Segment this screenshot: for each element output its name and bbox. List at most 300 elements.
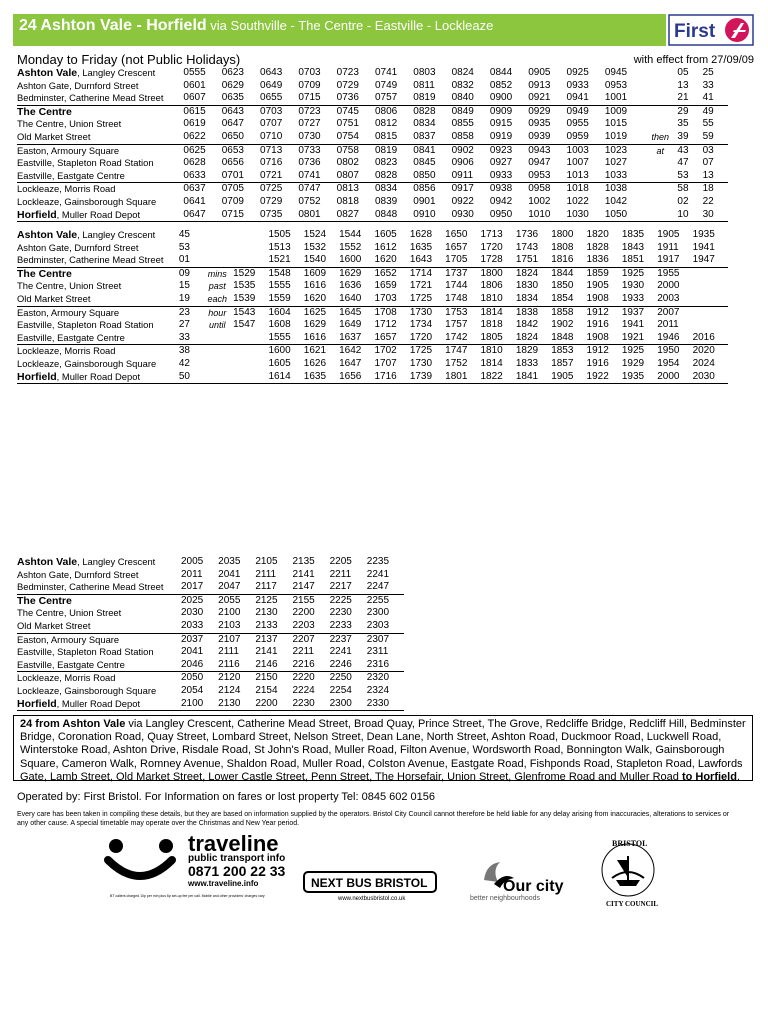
departure-time: 1022 [566,195,589,207]
departure-time: 1609 [304,267,339,280]
departure-time: 1030 [567,209,605,222]
stop-name: The Centre, Union Street [17,607,122,619]
departure-time [693,267,728,280]
departure-time: 1908 [586,331,609,343]
departure-time: 2000 [657,371,692,384]
departure-time: 2047 [218,581,241,593]
departure-time: 1023 [605,144,643,157]
timetable-row [17,685,404,698]
timetable-afternoon [17,229,728,384]
departure-time: 0910 [413,209,451,222]
departure-time: 1002 [528,195,551,207]
departure-time: 0715 [222,209,260,222]
departure-time: 53 [677,169,689,181]
timetable-row [17,659,404,672]
stop-name: Eastville, Stapleton Road Station [17,157,154,169]
departure-time: 1850 [551,280,574,292]
departure-time: 2237 [330,633,367,646]
departure-time: 2141 [292,568,315,580]
departure-time: 43 [677,144,702,157]
departure-time: 0824 [451,67,474,78]
svg-text:BT callers charged 10p per min: BT callers charged 10p per min plus 6p set-up fee per call. Mobile and other providers' charges vary [110,894,265,898]
stop-name: Old Market Street [17,130,91,142]
departure-time: 2124 [218,684,241,696]
departure-time: 53 [178,241,190,253]
departure-time: 1739 [410,371,445,384]
departure-time: 0625 [183,144,221,157]
departure-time: 1608 [268,319,291,331]
stop-name: Lockleaze, Morris Road [17,183,183,196]
departure-time: 2141 [255,646,278,658]
departure-time: 1814 [480,357,503,369]
departure-time: 0749 [374,79,398,91]
departure-time: 47 [677,157,689,169]
departure-time: 49 [703,105,728,118]
departure-time: 1716 [374,371,409,384]
departure-time: 2130 [255,607,278,619]
stop-name: Lockleaze, Gainsborough Square [17,195,157,207]
departure-time: 0736 [336,92,359,104]
stop-name: Ashton Gate, Durnford Street [17,568,139,580]
svg-text:www.traveline.info: www.traveline.info [188,879,259,888]
timetable-row [17,229,728,242]
departure-time: 1015 [604,118,628,130]
departure-time: 0802 [336,157,359,169]
departure-time: 18 [703,183,728,196]
timetable-row [17,332,728,345]
departure-time: 0947 [528,157,551,169]
departure-time: 1050 [605,209,643,222]
departure-time: 0844 [489,67,513,78]
departure-time: 0933 [566,79,589,91]
departure-time: 0832 [451,79,474,91]
departure-time: 1753 [445,306,480,319]
departure-time: 0953 [528,169,551,181]
departure-time: 0858 [451,130,474,142]
departure-time: 0623 [221,67,244,78]
departure-time: 1828 [586,241,609,253]
departure-time: 1725 [409,292,433,304]
departure-time: 1742 [445,331,468,343]
departure-time: 2011 [181,568,203,580]
departure-time: 59 [702,130,714,142]
departure-time: 1824 [515,331,539,343]
departure-time: 1010 [528,209,566,222]
departure-time: 1937 [622,306,657,319]
departure-time: 0919 [489,130,513,142]
departure-time: 1941 [621,319,645,331]
departure-time: 0745 [337,105,375,118]
departure-time: 0900 [489,92,513,104]
departure-time: 1833 [515,357,539,369]
departure-time: 2225 [330,594,367,607]
frequency-note [202,254,234,267]
departure-time: 2320 [367,672,404,685]
departure-time: 2207 [292,633,329,646]
departure-time: 1736 [515,229,539,240]
departure-time: 2111 [255,568,277,580]
frequency-note: at [643,144,677,157]
departure-time: 1800 [481,267,516,280]
departure-time: 50 [179,371,202,384]
frequency-note: mins [202,267,234,280]
departure-time: 0803 [413,67,436,78]
timetable-row [17,118,728,131]
departure-time: 1552 [339,241,362,253]
departure-time: 2035 [218,556,241,567]
frequency-note [643,196,677,209]
departure-time: 1721 [409,280,433,292]
departure-time: 1659 [374,280,397,292]
departure-time: 1001 [604,92,628,104]
frequency-note: past [208,281,226,292]
departure-time: 2125 [255,594,292,607]
departure-time: 1917 [657,254,680,266]
route-number: 24 [19,17,37,34]
departure-time: 0713 [260,144,298,157]
timetable-row [17,556,404,569]
frequency-note [643,118,677,131]
departure-time: 2100 [218,607,241,619]
frequency-note [202,371,234,384]
departure-time: 1543 [233,306,268,319]
stop-name: Lockleaze, Morris Road [17,345,179,358]
departure-time: 0823 [374,157,398,169]
stop-name: The Centre [17,267,179,280]
departure-time: 1604 [268,306,303,319]
timetable-row [17,196,728,209]
departure-time: 0622 [183,130,206,142]
departure-time: 1814 [481,306,516,319]
timetable-row [17,209,728,222]
departure-time: 2025 [181,594,218,607]
frequency-note [643,105,677,118]
departure-time: 1628 [409,229,433,240]
departure-time: 1033 [604,169,628,181]
departure-time: 1848 [551,331,574,343]
frequency-note [202,358,234,371]
timetable-row [17,170,728,183]
departure-time: 2117 [255,581,277,593]
departure-time: 2100 [181,698,218,711]
departure-time: 2111 [218,646,239,658]
departure-time: 0705 [222,183,260,196]
stop-name: Eastville, Eastgate Centre [17,331,125,343]
departure-time: 1810 [481,345,516,358]
effective-date: with effect from 27/09/09 [633,54,754,66]
departure-time: 0806 [375,105,413,118]
departure-time: 1705 [445,254,468,266]
disclaimer: Every care has been taken in compiling these details, but they are based on information supplied by the operators. Bristol City Council cannot therefore be held liable for any delay arising from inaccuracies, alterations to services or any other cause. A special timetable may operate over the Christmas and New Year period. [17,811,730,827]
departure-time: 1027 [604,157,628,169]
departure-time: 1734 [409,319,433,331]
departure-time: 0647 [221,118,244,130]
departure-time: 1620 [303,292,327,304]
departure-time: 2105 [255,556,278,567]
departure-time: 0922 [451,195,474,207]
departure-time: 1712 [374,319,397,331]
departure-time: 2137 [255,633,292,646]
timetable-row [17,581,404,594]
departure-time: 0721 [260,169,283,181]
departure-time: 2303 [366,619,390,631]
stop-name: The Centre [17,105,183,118]
departure-time: 2246 [329,658,352,670]
stop-name: Ashton Gate, Durnford Street [17,79,139,91]
departure-time: 1810 [480,292,503,304]
departure-time: 1038 [605,183,643,196]
departure-time: 2016 [692,331,715,343]
departure-time: 0915 [489,118,513,130]
departure-time: 1540 [303,254,327,266]
departure-time: 0939 [528,130,551,142]
departure-time: 1657 [445,241,468,253]
departure-time: 0730 [298,130,321,142]
departure-time [233,371,268,384]
departure-time: 1838 [516,306,551,319]
departure-time: 2133 [255,619,278,631]
departure-time: 1548 [268,267,303,280]
departure-time: 1505 [268,229,291,240]
departure-time: 2024 [692,357,715,369]
departure-time: 0905 [528,67,551,78]
svg-text:NEXT BUS BRISTOL: NEXT BUS BRISTOL [311,876,428,890]
svg-text:BRISTOL: BRISTOL [612,839,648,848]
departure-time: 1649 [339,319,362,331]
departure-time: 0902 [452,144,490,157]
departure-time: 0735 [260,209,298,222]
departure-time: 0601 [183,79,206,91]
departure-time: 29 [677,105,702,118]
departure-time: 0757 [374,92,398,104]
stop-name: Lockleaze, Gainsborough Square [17,684,157,696]
departure-time: 1702 [374,345,409,358]
departure-time: 0729 [260,195,283,207]
svg-text:Our city: Our city [503,878,564,895]
departure-time: 0856 [413,183,451,196]
departure-time: 0727 [298,118,321,130]
departure-time: 1921 [621,331,645,343]
departure-time: 2020 [693,345,728,358]
frequency-note [202,332,234,345]
departure-time: 1748 [445,292,468,304]
departure-time: 2203 [292,619,315,631]
operator-info: Operated by: First Bristol. For Information on fares or lost property Tel: 0845 602 0156 [17,791,436,803]
departure-time: 2307 [367,633,404,646]
departure-time: 1629 [303,319,327,331]
departure-time: 0723 [298,105,336,118]
departure-time: 1751 [515,254,539,266]
departure-time: 1544 [339,229,362,240]
departure-time: 0815 [374,130,398,142]
departure-time: 1905 [586,280,609,292]
departure-time: 33 [178,331,190,343]
departure-time: 0845 [413,157,436,169]
departure-time: 35 [677,118,689,130]
departure-time: 0710 [260,130,283,142]
timetable-row [17,280,728,293]
departure-time: 1635 [409,241,433,253]
departure-time: 0715 [298,92,321,104]
departure-time: 0839 [374,195,398,207]
route-header-bar [13,14,666,46]
svg-text:0871 200 22 33: 0871 200 22 33 [188,863,286,879]
departure-time: 0909 [490,105,528,118]
departure-time: 2147 [292,581,315,593]
timetable-row [17,646,404,659]
nextbus-bristol-logo [304,872,436,902]
departure-time: 1547 [233,319,256,331]
stop-name: Old Market Street [17,292,91,304]
departure-time: 0852 [489,79,513,91]
departure-time: 1013 [566,169,589,181]
departure-time: 0942 [489,195,513,207]
departure-time: 1555 [268,280,291,292]
departure-time: 2000 [657,280,680,292]
departure-time: 0637 [183,183,221,196]
departure-time: 0925 [566,67,589,78]
departure-time: 1829 [516,345,551,358]
stop-name: Ashton Vale, Langley Crescent [17,229,156,241]
timetable-row [17,144,728,157]
stop-name: Horfield, Muller Road Depot [17,209,183,222]
departure-time: 2200 [292,607,315,619]
departure-time: 1912 [587,306,622,319]
stop-name: Bedminster, Catherine Mead Street [17,581,164,593]
departure-time: 39 [677,130,689,142]
timetable-row [17,569,404,582]
departure-time: 1816 [551,254,574,266]
departure-time: 0703 [260,105,298,118]
departure-time: 1908 [586,292,609,304]
departure-time: 0840 [451,92,474,104]
departure-time: 1620 [374,254,397,266]
departure-time: 0953 [604,79,628,91]
frequency-note [643,157,677,170]
frequency-note [643,80,677,93]
departure-time: 2300 [366,607,390,619]
departure-time: 1643 [409,254,433,266]
departure-time [233,229,268,242]
route-name: Ashton Vale - Horfield [40,17,207,34]
frequency-note [202,345,234,358]
stop-name: Horfield, Muller Road Depot [17,698,181,711]
frequency-note [202,242,234,255]
stop-name: Easton, Armoury Square [17,306,179,319]
departure-time: 2146 [255,658,278,670]
departure-time: 1612 [374,241,397,253]
timetable-row [17,242,728,255]
departure-time: 0801 [298,209,336,222]
departure-time: 2233 [329,619,352,631]
first-logo-text: First [674,21,716,42]
departure-time: 0628 [183,157,206,169]
departure-time: 0736 [298,157,321,169]
departure-time: 2154 [255,684,278,696]
stop-name: Easton, Armoury Square [17,144,183,157]
frequency-note [202,229,234,242]
departure-time: 1902 [551,319,574,331]
departure-time: 0906 [451,157,474,169]
departure-time: 1744 [445,280,468,292]
our-city-logo [470,862,564,902]
timetable-row [17,183,728,196]
frequency-note [643,209,677,222]
stop-name: Ashton Vale, Langley Crescent [17,67,156,79]
departure-time: 2033 [181,619,204,631]
departure-time: 0716 [260,157,283,169]
timetable-row [17,672,404,685]
departure-time: 0834 [413,118,436,130]
departure-time: 0930 [452,209,490,222]
timetable-morning [17,67,728,222]
departure-time: 1018 [567,183,605,196]
departure-time: 1818 [480,319,503,331]
departure-time: 0837 [413,130,436,142]
departure-time: 0819 [375,144,413,157]
departure-time: 1621 [304,345,339,358]
departure-time: 2055 [218,594,255,607]
departure-time: 0701 [221,169,244,181]
departure-time: 0935 [528,118,551,130]
stop-name: The Centre, Union Street [17,280,122,292]
timetable-evening [17,556,404,711]
departure-time: 1532 [303,241,327,253]
timetable-row [17,131,728,144]
stop-name: Eastville, Eastgate Centre [17,169,125,181]
departure-time: 1830 [515,280,539,292]
departure-time: 1800 [551,229,574,240]
svg-text:www.nextbusbristol.co.uk: www.nextbusbristol.co.uk [338,896,406,902]
departure-time: 1841 [516,371,551,384]
departure-time: 1935 [622,371,657,384]
departure-time: 1843 [621,241,645,253]
departure-time: 15 [178,280,190,292]
departure-time: 27 [178,319,190,331]
departure-time: 1743 [515,241,539,253]
departure-time: 0811 [413,79,435,91]
departure-time: 2330 [367,698,404,711]
timetable-row [17,620,404,633]
departure-time: 1925 [622,345,657,358]
frequency-note [643,183,677,196]
departure-time: 2235 [366,556,390,567]
departure-time: 2247 [366,581,390,593]
departure-time: 0849 [452,105,490,118]
departure-time: 1922 [587,371,622,384]
departure-time: 0709 [298,79,321,91]
departure-time: 1713 [480,229,503,240]
departure-time: 2120 [218,672,255,685]
departure-time: 0828 [374,169,398,181]
stop-name: Old Market Street [17,619,91,631]
departure-time: 1935 [692,229,715,240]
footer-logos [0,830,768,910]
departure-time: 2230 [329,607,352,619]
departure-time: 1626 [303,357,327,369]
departure-time: 2003 [657,292,680,304]
departure-time: 1003 [567,144,605,157]
stop-name: Lockleaze, Morris Road [17,672,181,685]
departure-time [233,358,268,371]
departure-time: 0752 [298,195,321,207]
departure-time: 2217 [329,581,352,593]
departure-time: 55 [702,118,714,130]
departure-time: 09 [179,267,202,280]
departure-time: 0615 [183,105,221,118]
departure-time: 1637 [339,331,362,343]
departure-time: 1714 [410,267,445,280]
